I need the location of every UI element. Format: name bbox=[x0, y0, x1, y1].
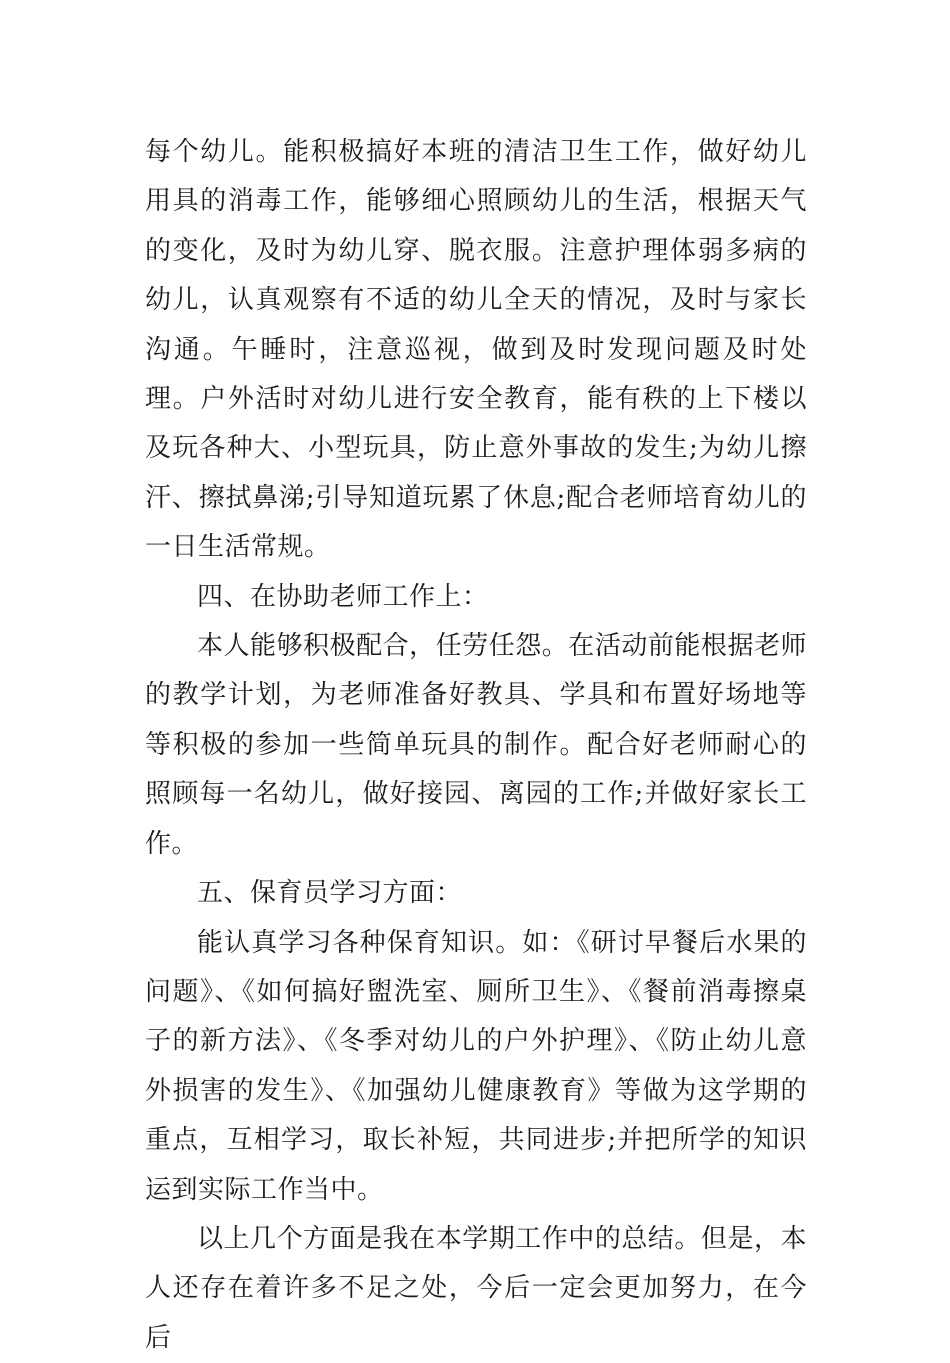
section-heading-assist-teacher: 四、在协助老师工作上： bbox=[197, 581, 489, 612]
section-heading-study: 五、保育员学习方面： bbox=[197, 878, 463, 909]
paragraph-assist-teacher: 本人能够积极配合，任劳任怨。在活动前能根据老师的教学计划，为老师准备好教具、学具和布置好场地等等积极的参加一些简单玩具的制作。配合好老师耐心的照顾每一名幼儿，做好接园、离园的工作;并做好家长工作。 bbox=[145, 631, 807, 859]
document-body bbox=[145, 128, 807, 1363]
paragraph-study: 能认真学习各种保育知识。如：《研讨早餐后水果的问题》、《如何搞好盥洗室、厕所卫生》、《餐前消毒擦桌子的新方法》、《冬季对幼儿的户外护理》、《防止幼儿意外损害的发生》、《加强幼儿健康教育》等做为这学期的重点，互相学习，取长补短，共同进步;并把所学的知识运到实际工作当中。 bbox=[145, 927, 807, 1205]
paragraph-summary: 以上几个方面是我在本学期工作中的总结。但是，本人还存在着许多不足之处，今后一定会更加努力，在今后 bbox=[145, 1223, 807, 1353]
paragraph-continuation: 每个幼儿。能积极搞好本班的清洁卫生工作，做好幼儿用具的消毒工作，能够细心照顾幼儿的生活，根据天气的变化，及时为幼儿穿、脱衣服。注意护理体弱多病的幼儿，认真观察有不适的幼儿全天的情况，及时与家长沟通。午睡时，注意巡视，做到及时发现问题及时处理。户外活时对幼儿进行安全教育，能有秩的上下楼以及玩各种大、小型玩具，防止意外事故的发生;为幼儿擦汗、擦拭鼻涕;引导知道玩累了休息;配合老师培育幼儿的一日生活常规。 bbox=[145, 137, 807, 563]
